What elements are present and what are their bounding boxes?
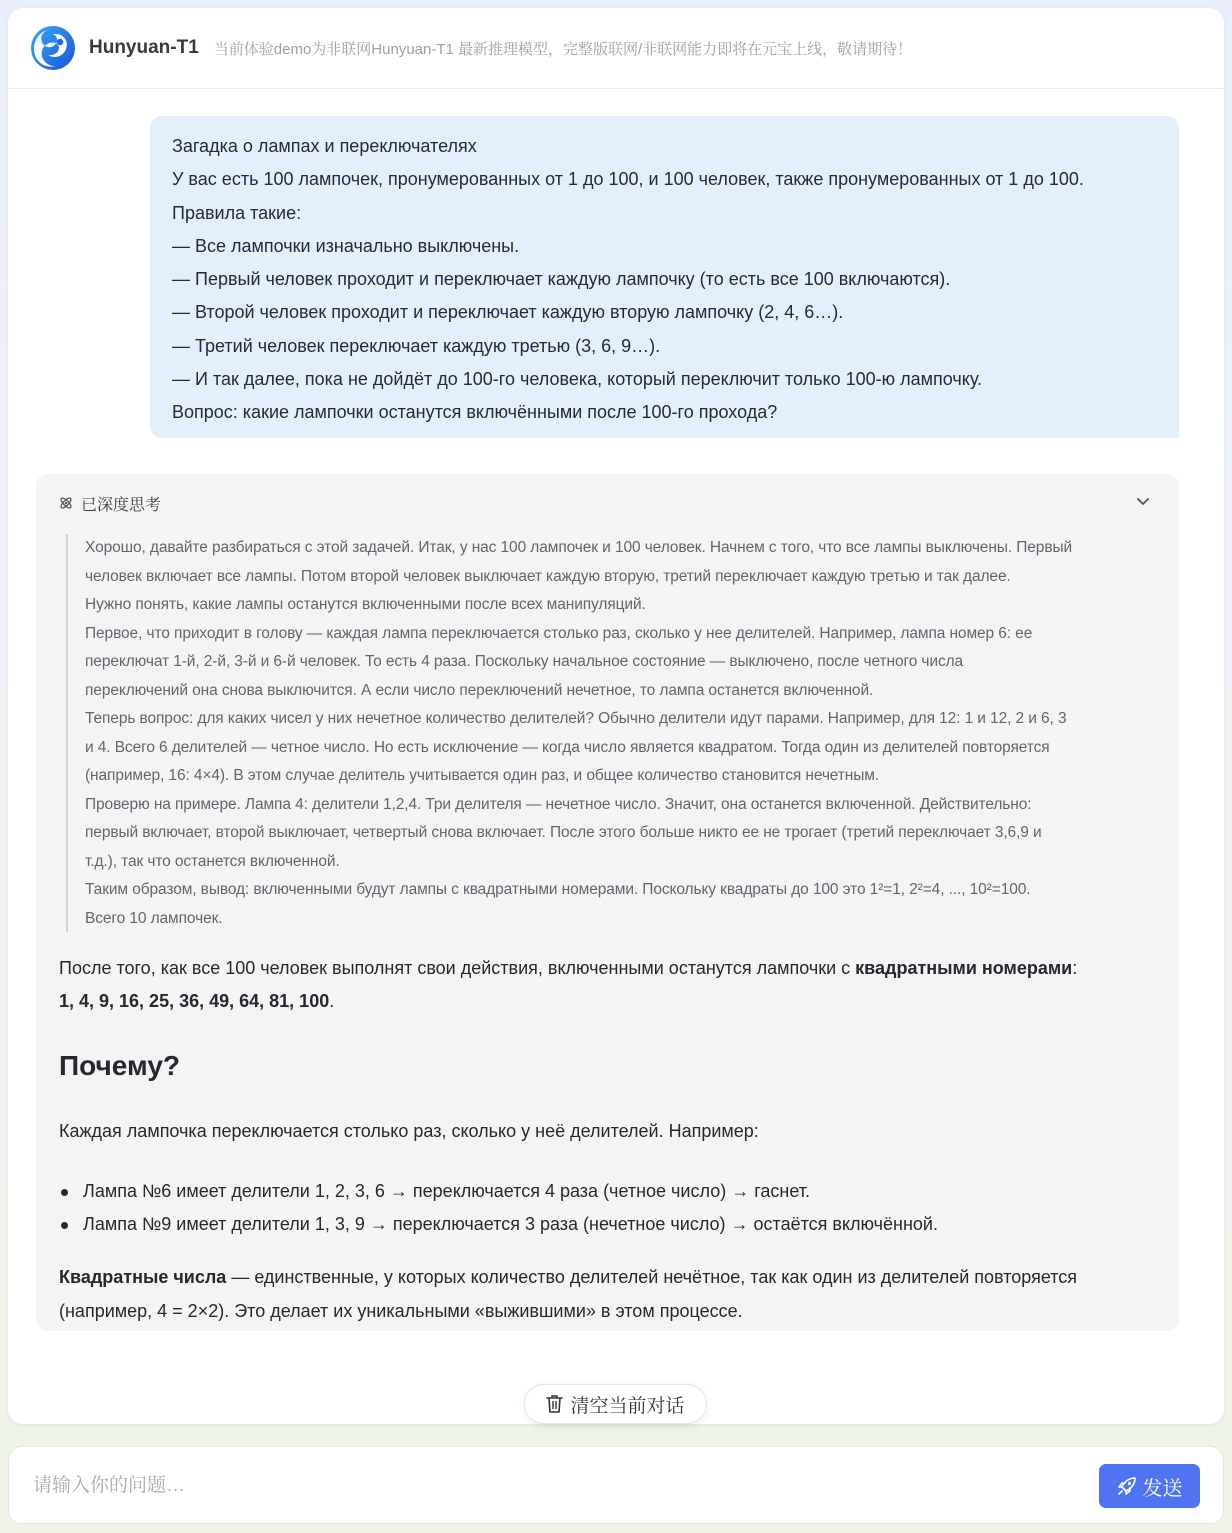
- answer-period: .: [329, 991, 335, 1011]
- clear-conversation-button[interactable]: [524, 1384, 707, 1424]
- answer-conclusion-line2: (например, 4 = 2×2). Это делает их уникальными «выжившими» в этом процессе.: [59, 1301, 743, 1321]
- user-message-line: Правила такие:: [172, 202, 302, 223]
- thinking-line: переключат 1-й, 2-й, 3-й и 6-й человек. То есть 4 раза. Поскольку начальное состояние — выключено, после четного числа: [85, 653, 964, 670]
- header-notice: 当前体验demo为非联网Hunyuan-T1 最新推理模型，完整版联网/非联网能力即将在元宝上线，敬请期待！: [213, 40, 913, 58]
- thinking-line: Нужно понять, какие лампы останутся включенными после всех манипуляций.: [85, 596, 646, 613]
- user-message-line: — Первый человек проходит и переключает каждую лампочку (то есть все 100 включаются).: [172, 269, 951, 290]
- user-message-line: — Все лампочки изначально выключены.: [172, 235, 520, 256]
- list-item-text: Лампа №6 имеет делители 1, 2, 3, 6 → переключается 4 раза (четное число) → гаснет.: [83, 1181, 810, 1201]
- thinking-line: т.д.), так что останется включенной.: [85, 852, 340, 870]
- user-message-line: Загадка о лампах и переключателях: [172, 136, 477, 156]
- input-bar: [8, 1446, 1224, 1524]
- answer-summary-colon: :: [1072, 958, 1078, 978]
- thinking-line: переключений она снова выключится. А если число переключений нечетное, то лампа останется включенной.: [85, 681, 874, 699]
- thinking-line: Хорошо, давайте разбираться с этой задачей. Итак, у нас 100 лампочек и 100 человек. Начнем с того, что все лампы выключены. Первый: [85, 539, 1073, 556]
- answer-summary-bold: квадратными номерами: [855, 958, 1073, 978]
- answer-summary: [59, 952, 1077, 1018]
- send-label: 发送: [1142, 1477, 1183, 1500]
- thinking-line: и 4. Всего 6 делителей — четное число. Но есть исключение — когда число является квадратом. Тогда один из делителей повторяется: [85, 738, 1050, 756]
- rocket-icon: [1117, 1476, 1137, 1496]
- answer-bullet-list: [59, 1175, 938, 1241]
- thinking-line: Таким образом, вывод: включенными будут лампы с квадратными номерами. Поскольку квадраты до 100 это 1²=1, 2²=4, ..., 10²=100.: [85, 881, 1031, 898]
- thinking-toggle[interactable]: [58, 490, 1159, 516]
- answer-paragraph: Каждая лампочка переключается столько раз, сколько у неё делителей. Например:: [59, 1121, 759, 1141]
- thinking-line: Первое, что приходит в голову — каждая лампа переключается столько раз, сколько у нее делителей. Например, лампа номер 6: ее: [85, 624, 1033, 642]
- answer-conclusion-text: — единственные, у которых количество делителей нечётное, так как один из делителей повторяется: [226, 1267, 1078, 1287]
- thinking-line: первый включает, второй выключает, четвертый снова включает. После этого больше никто ее не трогает (третий переключает 3,6,9 и: [85, 824, 1042, 841]
- user-message-line: Вопрос: какие лампочки останутся включёнными после 100-го прохода?: [172, 402, 778, 423]
- chat-panel: [8, 8, 1224, 1424]
- thinking-label: 已深度思考: [81, 496, 162, 514]
- list-item-text: Лампа №9 имеет делители 1, 3, 9 → переключается 3 раза (нечетное число) → остаётся включённой.: [83, 1214, 938, 1234]
- thinking-line: Проверю на примере. Лампа 4: делители 1,2,4. Три делителя — нечетное число. Значит, она останется включенной. Действительно:: [85, 795, 1032, 813]
- user-message-line: — Третий человек переключает каждую третью (3, 6, 9…).: [172, 335, 661, 356]
- user-message-line: — Второй человек проходит и переключает каждую вторую лампочку (2, 4, 6…).: [172, 302, 844, 323]
- question-input[interactable]: [31, 1465, 1075, 1507]
- user-message-bubble: [150, 116, 1179, 438]
- user-message-line: У вас есть 100 лампочек, пронумерованных от 1 до 100, и 100 человек, также пронумерованных от 1 до 100.: [172, 169, 1084, 190]
- answer-summary-text: После того, как все 100 человек выполнят свои действия, включенными останутся лампочки с: [59, 958, 856, 978]
- list-item: [59, 1175, 938, 1208]
- thinking-line: Теперь вопрос: для каких чисел у них нечетное количество делителей? Обычно делители идут парами. Например, для 12: 1 и 12, 2 и 6, 3: [85, 710, 1067, 727]
- chevron-down-icon[interactable]: [1135, 493, 1151, 509]
- answer-numbers: 1, 4, 9, 16, 25, 36, 49, 64, 81, 100: [59, 991, 330, 1011]
- answer-conclusion-bold: Квадратные числа: [59, 1267, 227, 1287]
- thinking-content: [66, 534, 1161, 932]
- clear-conversation-label: 清空当前对话: [570, 1395, 685, 1417]
- answer-conclusion: [59, 1260, 1077, 1328]
- answer-heading: Почему?: [59, 1050, 181, 1081]
- list-item: [59, 1208, 938, 1241]
- thinking-line: Всего 10 лампочек.: [85, 909, 223, 927]
- user-message-line: — И так далее, пока не дойдёт до 100-го человека, который переключит только 100-ю лампочку.: [172, 369, 983, 390]
- assistant-answer-card: [36, 474, 1179, 1331]
- app-title: Hunyuan-T1: [89, 37, 199, 58]
- header: [8, 8, 1224, 89]
- trash-icon: [546, 1394, 563, 1414]
- hunyuan-logo-icon: [30, 25, 76, 71]
- thinking-line: человек включает все лампы. Потом второй человек выключает каждую вторую, третий переключает каждую третью и так далее.: [85, 567, 1011, 585]
- thinking-line: (например, 16: 4×4). В этом случае делитель учитывается один раз, и общее количество становится нечетным.: [85, 767, 880, 784]
- send-button[interactable]: [1099, 1464, 1200, 1508]
- deep-thinking-icon: [58, 495, 74, 511]
